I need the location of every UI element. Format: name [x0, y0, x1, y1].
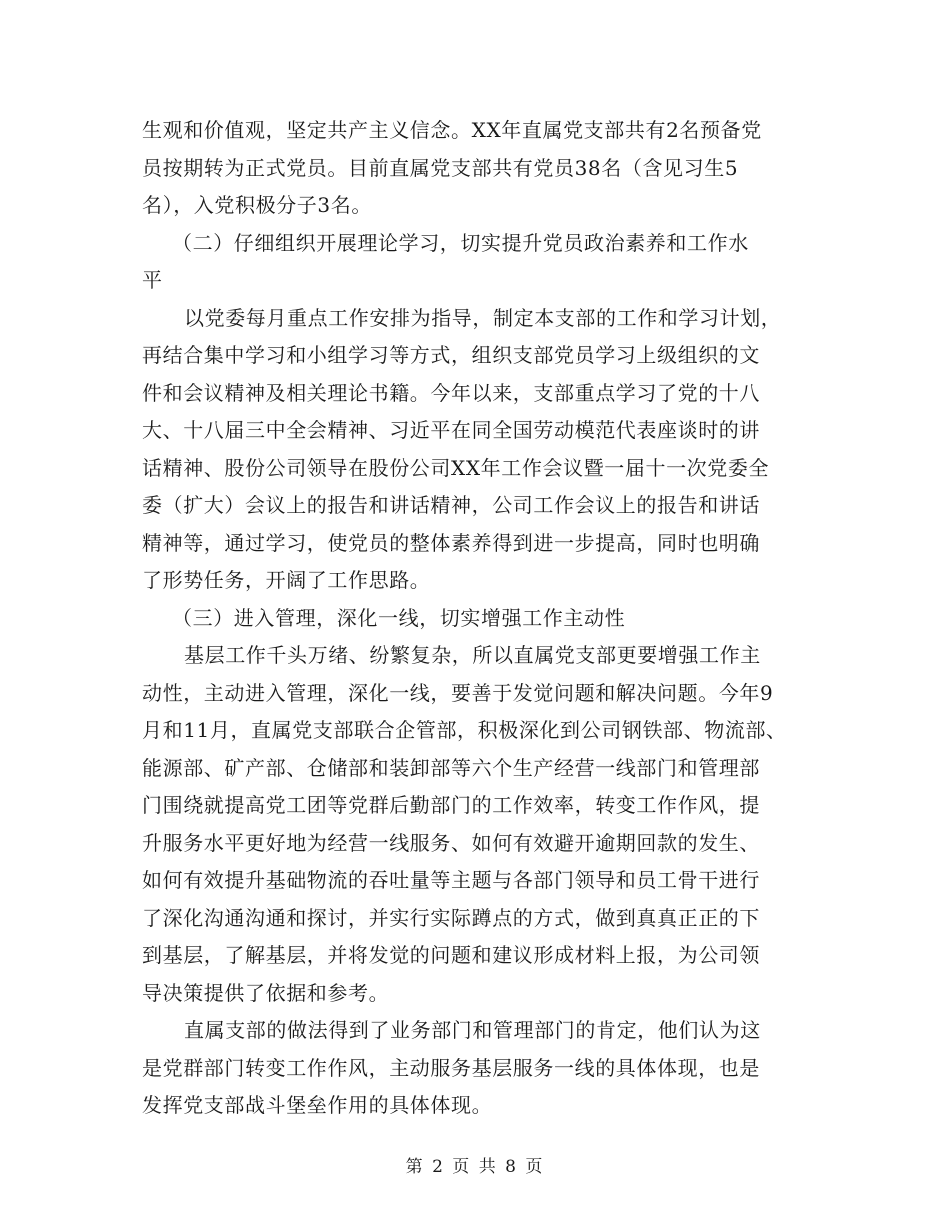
text-line: 生观和价值观，坚定共产主义信念。XX年直属党支部共有2名预备党: [142, 118, 762, 142]
text-line: 门围绕就提高党工团等党群后勤部门的工作效率，转变工作作风，提: [142, 793, 760, 817]
text-line: 员按期转为正式党员。目前直属党支部共有党员38名（含见习生5: [142, 155, 739, 180]
text-line: 精神等，通过学习，使党员的整体素养得到进一步提高，同时也明确: [142, 530, 760, 555]
text-line: 导决策提供了依据和参考。: [142, 980, 390, 1005]
text-line: 了深化沟通沟通和探讨，并实行实际蹲点的方式，做到真真正正的下: [142, 905, 760, 930]
paragraph-start: 基层工作千头万绪、纷繁复杂，所以直属党支部更要增强工作主: [184, 643, 761, 667]
text-line: 如何有效提升基础物流的吞吐量等主题与各部门领导和员工骨干进行: [142, 868, 760, 892]
text-line: 件和会议精神及相关理论书籍。今年以来，支部重点学习了党的十八: [142, 380, 760, 405]
paragraph-start: 直属支部的做法得到了业务部门和管理部门的肯定，他们认为这: [184, 1018, 761, 1042]
text-line: 话精神、股份公司领导在股份公司XX年工作会议暨一届十一次党委全: [142, 455, 770, 480]
section-heading-3: （三）进入管理，深化一线，切实增强工作主动性: [172, 605, 626, 630]
text-line: 发挥党支部战斗堡垒作用的具体体现。: [142, 1093, 493, 1117]
text-line: 了形势任务，开阔了工作思路。: [142, 568, 431, 592]
section-heading-2-continued: 平: [142, 268, 163, 292]
text-line: 能源部、矿产部、仓储部和装卸部等六个生产经营一线部门和管理部: [142, 755, 760, 780]
text-line: 大、十八届三中全会精神、习近平在同全国劳动模范代表座谈时的讲: [142, 418, 760, 442]
text-line: 到基层，了解基层，并将发觉的问题和建议形成材料上报，为公司领: [142, 943, 760, 967]
text-line: 再结合集中学习和小组学习等方式，组织支部党员学习上级组织的文: [142, 343, 760, 367]
text-line: 升服务水平更好地为经营一线服务、如何有效避开逾期回款的发生、: [142, 830, 760, 855]
page-number: 第 2 页 共 8 页: [405, 1157, 545, 1177]
document-body: [142, 112, 814, 1125]
text-line: 动性，主动进入管理，深化一线，要善于发觉问题和解决问题。今年9: [142, 680, 774, 705]
text-line: 名），入党积极分子3名。: [142, 193, 372, 217]
section-heading-2: （二）仔细组织开展理论学习，切实提升党员政治素养和工作水: [172, 230, 749, 255]
text-line: 委（扩大）会议上的报告和讲话精神，公司工作会议上的报告和讲话: [142, 493, 760, 517]
text-line: 月和11月，直属党支部联合企管部，积极深化到公司钢铁部、物流部、: [142, 718, 787, 742]
paragraph-start: 以党委每月重点工作安排为指导，制定本支部的工作和学习计划，: [184, 305, 782, 330]
text-line: 是党群部门转变工作作风，主动服务基层服务一线的具体体现，也是: [142, 1055, 760, 1080]
